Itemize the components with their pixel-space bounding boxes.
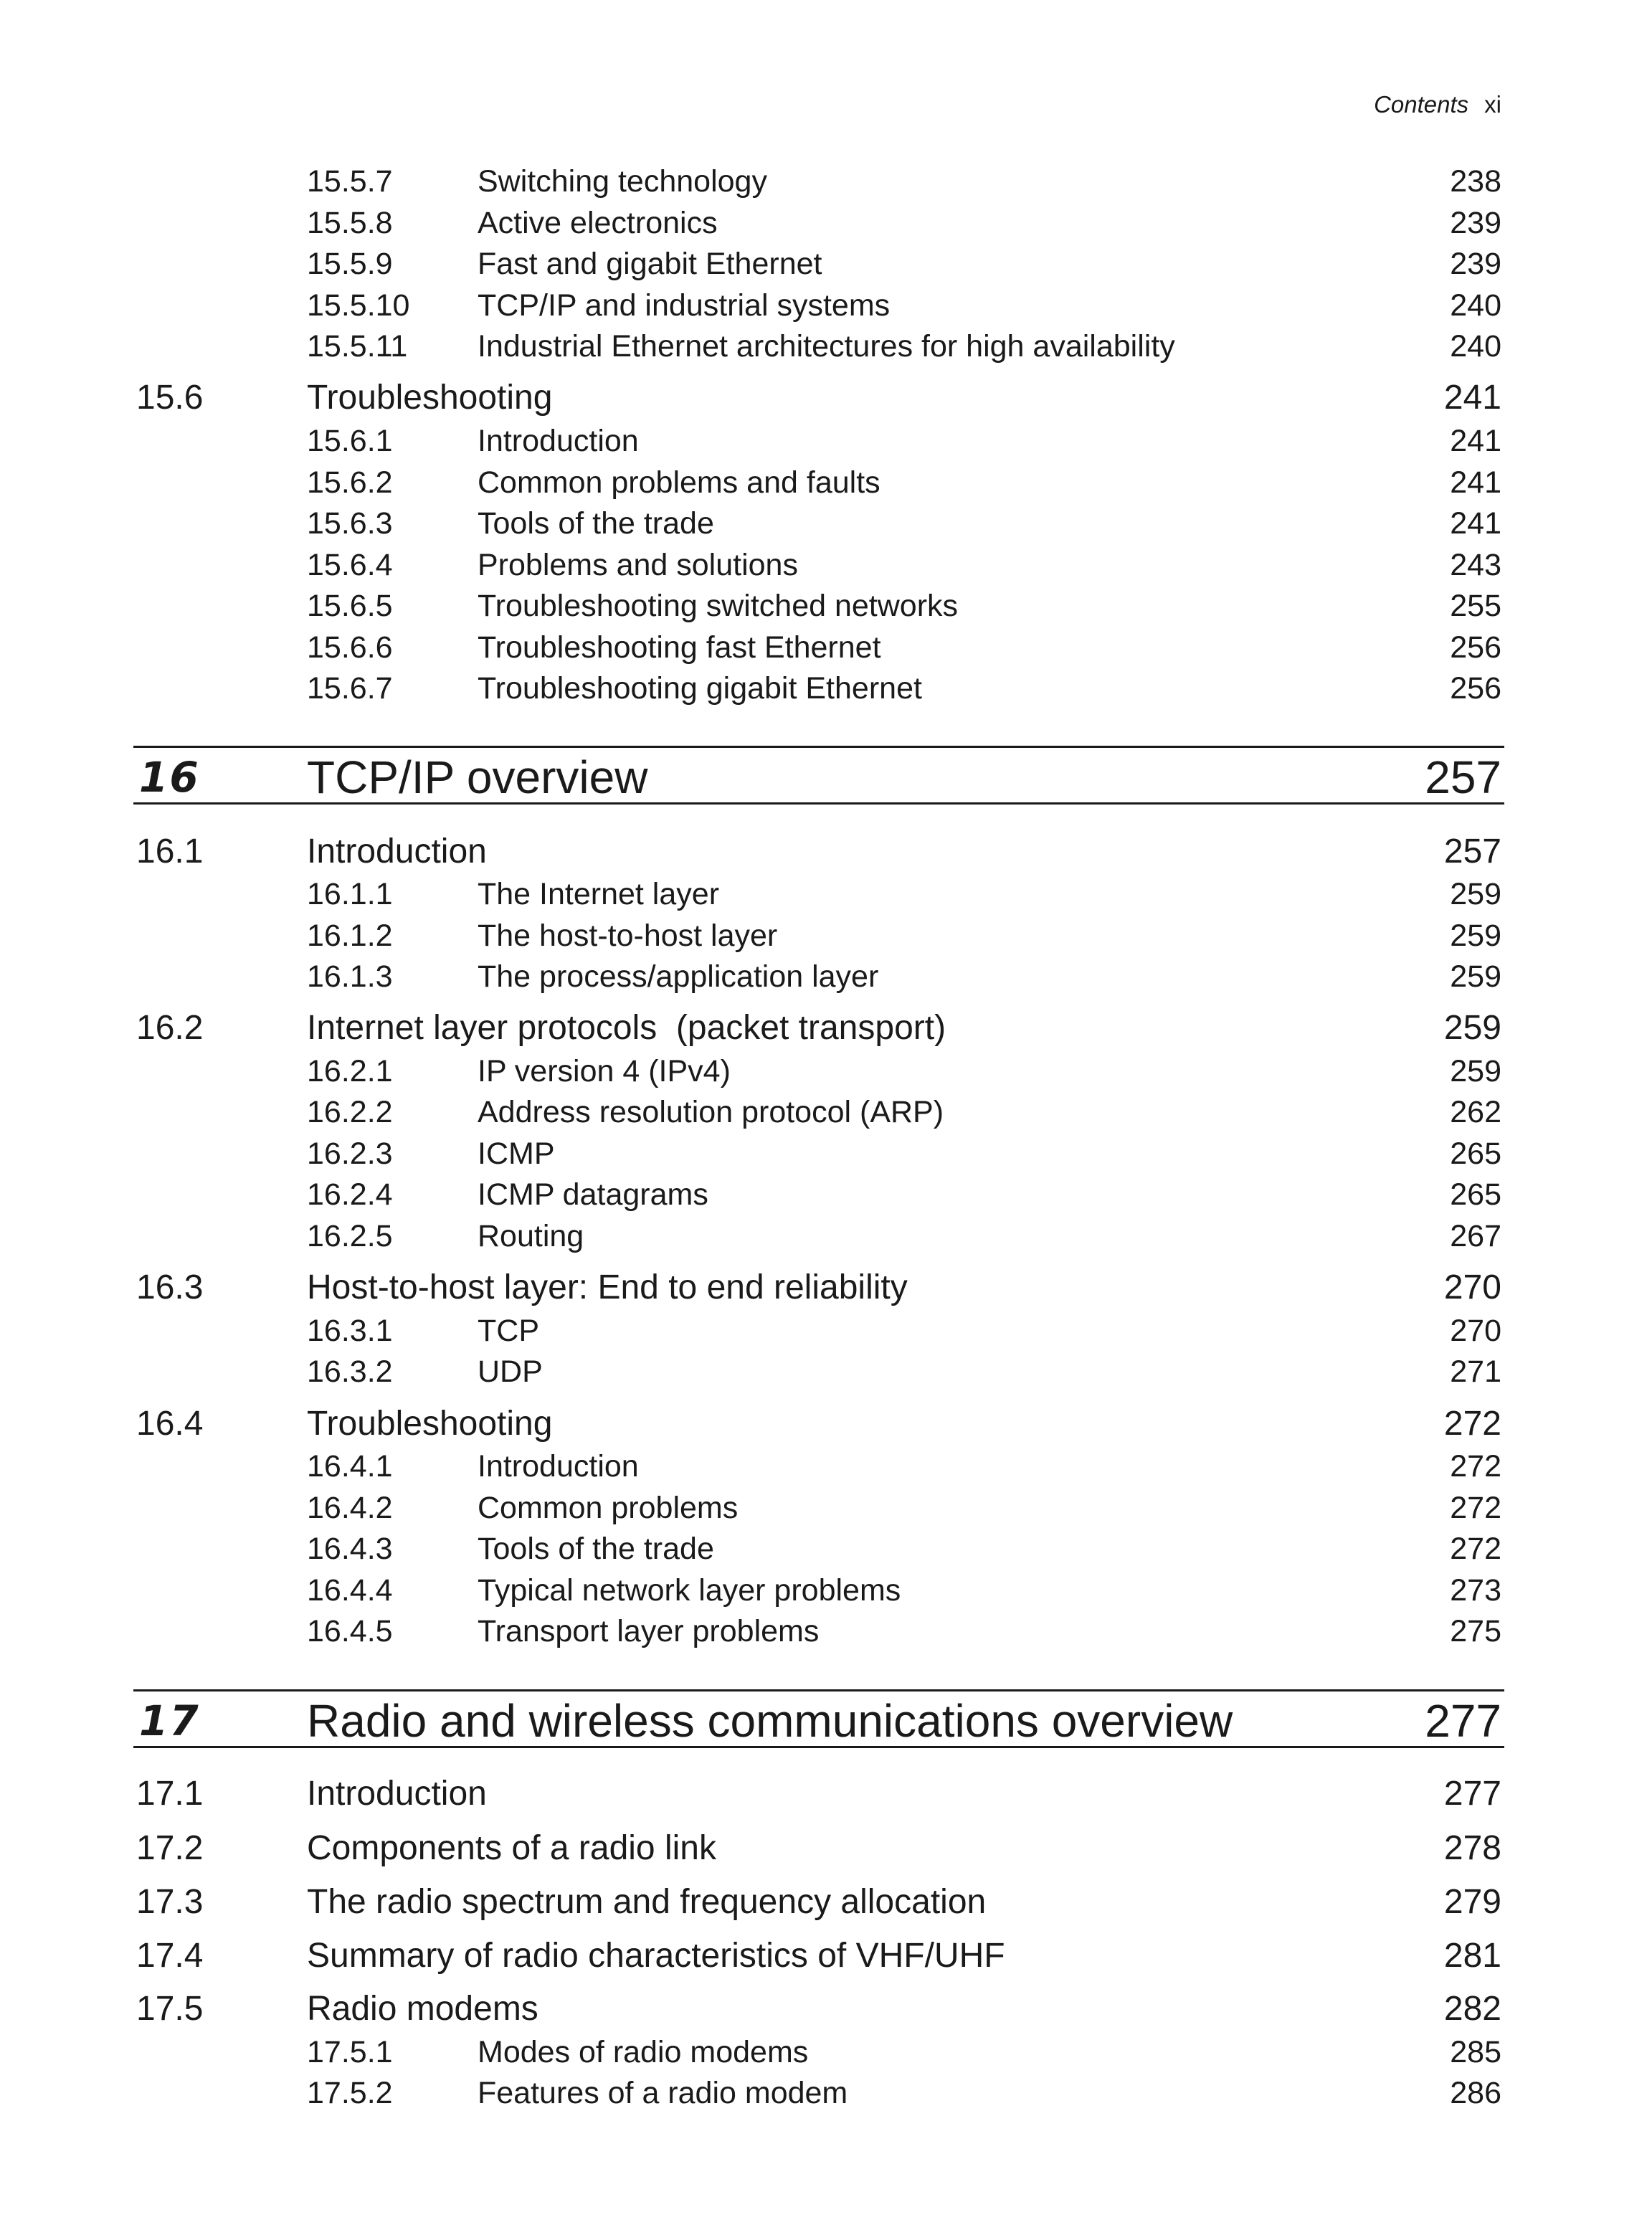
entry-title: The Internet layer <box>478 877 720 911</box>
toc-entry-16-3-2 <box>0 1354 1652 1390</box>
entry-page: 241 <box>1450 424 1501 458</box>
toc-entry-16-4-2 <box>0 1490 1652 1526</box>
section-title: Radio modems <box>307 1990 538 2028</box>
toc-entry-16-2-1 <box>0 1053 1652 1089</box>
section-number: 16.3 <box>136 1268 204 1306</box>
entry-number: 16.1.2 <box>307 919 393 953</box>
entry-number: 15.6.1 <box>307 424 393 458</box>
chapter-title: Radio and wireless communications overview <box>307 1695 1233 1747</box>
entry-title: ICMP datagrams <box>478 1177 708 1212</box>
section-title: Introduction <box>307 832 487 870</box>
entry-number: 16.2.2 <box>307 1095 393 1129</box>
toc-entry-16-4-5 <box>0 1613 1652 1649</box>
entry-title: Common problems <box>478 1491 739 1525</box>
section-number: 16.4 <box>136 1405 204 1443</box>
section-number: 17.2 <box>136 1829 204 1867</box>
entry-number: 15.5.9 <box>307 247 393 281</box>
entry-page: 272 <box>1450 1491 1501 1525</box>
entry-number: 15.6.3 <box>307 506 393 541</box>
toc-entry-16-2-2 <box>0 1094 1652 1130</box>
entry-page: 240 <box>1450 329 1501 364</box>
toc-entry-16-4-3 <box>0 1531 1652 1567</box>
section-number: 17.4 <box>136 1937 204 1975</box>
entry-number: 16.4.5 <box>307 1614 393 1648</box>
entry-number: 16.1.1 <box>307 877 393 911</box>
entry-title: Typical network layer problems <box>478 1573 901 1608</box>
section-page: 270 <box>1443 1268 1501 1306</box>
chapter-title: TCP/IP overview <box>307 751 648 803</box>
toc-entry-17-5-2 <box>0 2075 1652 2111</box>
entry-page: 238 <box>1450 164 1501 199</box>
entry-page: 270 <box>1450 1314 1501 1348</box>
entry-title: Routing <box>478 1219 584 1253</box>
toc-section-16-1 <box>0 832 1652 872</box>
toc-entry-15-6-3 <box>0 506 1652 541</box>
entry-number: 16.2.4 <box>307 1177 393 1212</box>
entry-title: TCP/IP and industrial systems <box>478 288 891 323</box>
entry-title: Transport layer problems <box>478 1614 820 1648</box>
toc-entry-15-6-7 <box>0 670 1652 706</box>
entry-title: The process/application layer <box>478 959 879 994</box>
entry-page: 241 <box>1450 506 1501 541</box>
entry-page: 259 <box>1450 877 1501 911</box>
entry-page: 271 <box>1450 1354 1501 1389</box>
entry-title: Troubleshooting fast Ethernet <box>478 630 881 665</box>
entry-page: 256 <box>1450 671 1501 706</box>
entry-number: 17.5.1 <box>307 2035 393 2069</box>
entry-number: 16.1.3 <box>307 959 393 994</box>
entry-title: Troubleshooting switched networks <box>478 589 959 623</box>
section-title: Troubleshooting <box>307 1405 553 1443</box>
toc-entry-15-5-11 <box>0 328 1652 364</box>
entry-page: 273 <box>1450 1573 1501 1608</box>
entry-number: 16.3.2 <box>307 1354 393 1389</box>
toc-entry-16-4-1 <box>0 1448 1652 1484</box>
entry-page: 267 <box>1450 1219 1501 1253</box>
entry-title: ICMP <box>478 1137 555 1171</box>
section-title: Introduction <box>307 1775 487 1813</box>
entry-title: UDP <box>478 1354 543 1389</box>
section-number: 15.6 <box>136 379 204 417</box>
toc-entry-16-1-1 <box>0 876 1652 912</box>
entry-number: 15.5.11 <box>307 329 408 364</box>
section-page: 259 <box>1443 1009 1501 1047</box>
entry-page: 265 <box>1450 1137 1501 1171</box>
section-title: Host-to-host layer: End to end reliability <box>307 1268 908 1306</box>
entry-page: 255 <box>1450 589 1501 623</box>
entry-page: 241 <box>1450 465 1501 500</box>
entry-title: Modes of radio modems <box>478 2035 809 2069</box>
toc-section-17-1 <box>0 1774 1652 1814</box>
entry-title: Address resolution protocol (ARP) <box>478 1095 944 1129</box>
toc-section-17-4 <box>0 1936 1652 1976</box>
entry-number: 15.5.7 <box>307 164 393 199</box>
section-page: 278 <box>1443 1829 1501 1867</box>
entry-title: Tools of the trade <box>478 506 714 541</box>
toc-section-16-2 <box>0 1008 1652 1048</box>
running-head-label: Contents <box>1374 91 1469 118</box>
entry-page: 275 <box>1450 1614 1501 1648</box>
toc-section-17-5 <box>0 1989 1652 2029</box>
entry-title: Introduction <box>478 1449 639 1484</box>
toc-entry-15-6-2 <box>0 465 1652 500</box>
entry-page: 265 <box>1450 1177 1501 1212</box>
entry-page: 259 <box>1450 1054 1501 1088</box>
entry-number: 16.2.1 <box>307 1054 393 1088</box>
toc-section-15-6 <box>0 378 1652 418</box>
entry-number: 15.5.8 <box>307 206 393 240</box>
entry-title: Problems and solutions <box>478 548 798 582</box>
section-number: 16.2 <box>136 1009 204 1047</box>
section-number: 17.1 <box>136 1775 204 1813</box>
section-title: Troubleshooting <box>307 379 553 417</box>
toc-section-16-4 <box>0 1404 1652 1444</box>
toc-entry-16-2-4 <box>0 1177 1652 1213</box>
running-head-page-number: xi <box>1484 91 1501 118</box>
section-number: 17.5 <box>136 1990 204 2028</box>
section-title: Components of a radio link <box>307 1829 716 1867</box>
toc-entry-15-6-6 <box>0 630 1652 665</box>
section-page: 241 <box>1443 379 1501 417</box>
entry-title: Active electronics <box>478 206 718 240</box>
section-title: Summary of radio characteristics of VHF/UHF <box>307 1937 1005 1975</box>
toc-entry-15-5-8 <box>0 205 1652 241</box>
toc-entry-16-2-3 <box>0 1136 1652 1172</box>
entry-number: 16.2.3 <box>307 1137 393 1171</box>
entry-number: 15.6.5 <box>307 589 393 623</box>
entry-page: 286 <box>1450 2076 1501 2110</box>
entry-title: IP version 4 (IPv4) <box>478 1054 731 1088</box>
toc-chapter-16 <box>133 746 1504 805</box>
entry-title: The host-to-host layer <box>478 919 778 953</box>
entry-number: 15.5.10 <box>307 288 410 323</box>
entry-page: 239 <box>1450 247 1501 281</box>
toc-entry-16-1-3 <box>0 959 1652 995</box>
section-title: The radio spectrum and frequency allocation <box>307 1883 987 1921</box>
entry-title: Switching technology <box>478 164 767 199</box>
entry-number: 15.6.4 <box>307 548 393 582</box>
toc-section-17-3 <box>0 1882 1652 1922</box>
entry-number: 15.6.2 <box>307 465 393 500</box>
chapter-page: 277 <box>1425 1695 1501 1747</box>
entry-title: Tools of the trade <box>478 1532 714 1566</box>
section-page: 272 <box>1443 1405 1501 1443</box>
entry-page: 259 <box>1450 919 1501 953</box>
entry-title: Common problems and faults <box>478 465 880 500</box>
entry-number: 16.4.4 <box>307 1573 393 1608</box>
entry-number: 17.5.2 <box>307 2076 393 2110</box>
entry-page: 272 <box>1450 1532 1501 1566</box>
toc-entry-15-5-9 <box>0 246 1652 282</box>
entry-page: 262 <box>1450 1095 1501 1129</box>
chapter-page: 257 <box>1425 751 1501 803</box>
entry-number: 16.4.1 <box>307 1449 393 1484</box>
section-page: 282 <box>1443 1990 1501 2028</box>
toc-section-17-2 <box>0 1828 1652 1869</box>
section-number: 16.1 <box>136 832 204 870</box>
entry-page: 243 <box>1450 548 1501 582</box>
section-page: 277 <box>1443 1775 1501 1813</box>
entry-title: TCP <box>478 1314 539 1348</box>
entry-number: 16.2.5 <box>307 1219 393 1253</box>
toc-entry-15-6-1 <box>0 423 1652 459</box>
chapter-number: 16 <box>139 753 200 802</box>
entry-number: 15.6.6 <box>307 630 393 665</box>
entry-title: Features of a radio modem <box>478 2076 848 2110</box>
entry-page: 285 <box>1450 2035 1501 2069</box>
entry-title: Introduction <box>478 424 639 458</box>
section-number: 17.3 <box>136 1883 204 1921</box>
toc-entry-15-6-4 <box>0 547 1652 583</box>
section-page: 257 <box>1443 832 1501 870</box>
toc-section-16-3 <box>0 1268 1652 1308</box>
entry-number: 16.3.1 <box>307 1314 393 1348</box>
entry-page: 259 <box>1450 959 1501 994</box>
entry-title: Fast and gigabit Ethernet <box>478 247 822 281</box>
toc-entry-15-5-10 <box>0 288 1652 323</box>
entry-page: 272 <box>1450 1449 1501 1484</box>
entry-number: 16.4.2 <box>307 1491 393 1525</box>
entry-number: 15.6.7 <box>307 671 393 706</box>
toc-entry-16-3-1 <box>0 1313 1652 1349</box>
section-page: 281 <box>1443 1937 1501 1975</box>
entry-page: 239 <box>1450 206 1501 240</box>
entry-page: 240 <box>1450 288 1501 323</box>
toc-chapter-17 <box>133 1689 1504 1748</box>
toc-entry-15-5-7 <box>0 163 1652 199</box>
chapter-number: 17 <box>139 1697 200 1745</box>
toc-entry-15-6-5 <box>0 588 1652 624</box>
toc-entry-17-5-1 <box>0 2034 1652 2070</box>
toc-entry-16-2-5 <box>0 1218 1652 1254</box>
toc-entry-16-4-4 <box>0 1572 1652 1608</box>
entry-title: Troubleshooting gigabit Ethernet <box>478 671 922 706</box>
section-title: Internet layer protocols (packet transport) <box>307 1009 946 1047</box>
entry-title: Industrial Ethernet architectures for high availability <box>478 329 1175 364</box>
entry-page: 256 <box>1450 630 1501 665</box>
toc-entry-16-1-2 <box>0 918 1652 954</box>
entry-number: 16.4.3 <box>307 1532 393 1566</box>
section-page: 279 <box>1443 1883 1501 1921</box>
running-head <box>1374 90 1501 119</box>
